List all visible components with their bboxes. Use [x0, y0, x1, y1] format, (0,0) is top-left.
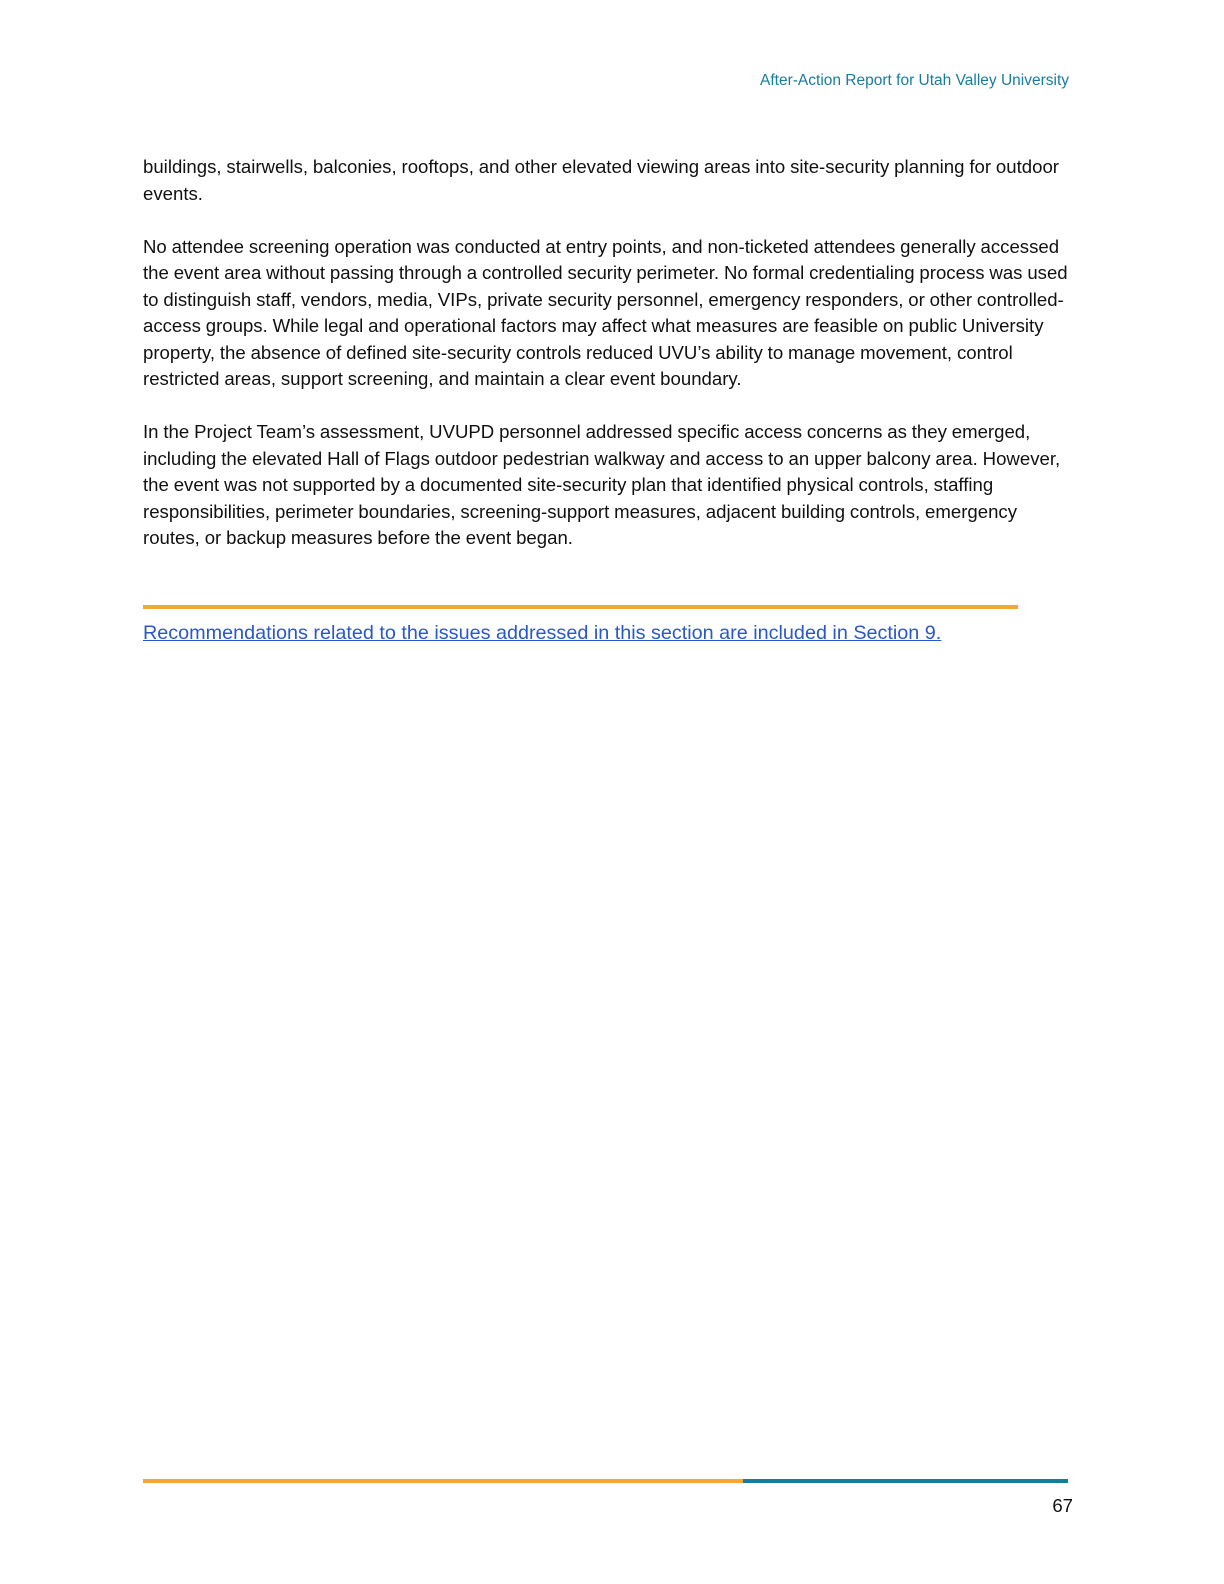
paragraph-screening: No attendee screening operation was conducted at entry points, and non-ticketed attendees generally accessed the event area without passing through a controlled security perimeter. No formal credentialing process was used to distinguish staff, vendors, media, VIPs, private security personnel, emergency responders, or other controlled-access groups. While legal and operational factors may affect what measures are feasible on public University property, the absence of defined site-security controls reduced UVU’s ability to manage movement, control restricted areas, support screening, and maintain a clear event boundary. [143, 235, 1068, 389]
footer-rule-orange [143, 1479, 743, 1483]
paragraph-assessment: In the Project Team’s assessment, UVUPD personnel addressed specific access concerns as they emerged, including the elevated Hall of Flags outdoor pedestrian walkway and access to an upper balcony area. However, the event was not supported by a documented site-security plan that identified physical controls, staffing responsibilities, perimeter boundaries, screening-support measures, adjacent building controls, emergency routes, or backup measures before the event began. [143, 421, 1061, 548]
running-header: After-Action Report for Utah Valley University [760, 72, 1069, 89]
section-divider [143, 605, 1018, 609]
recommendations-link[interactable]: Recommendations related to the issues addressed in this section are included in Section 9. [143, 622, 942, 644]
footer-rule-blue [743, 1479, 1068, 1483]
page-number: 67 [1052, 1495, 1073, 1516]
paragraph-elevated-areas: buildings, stairwells, balconies, rooftops, and other elevated viewing areas into site-security planning for outdoor events. [143, 156, 1059, 204]
body-text [143, 154, 1069, 578]
